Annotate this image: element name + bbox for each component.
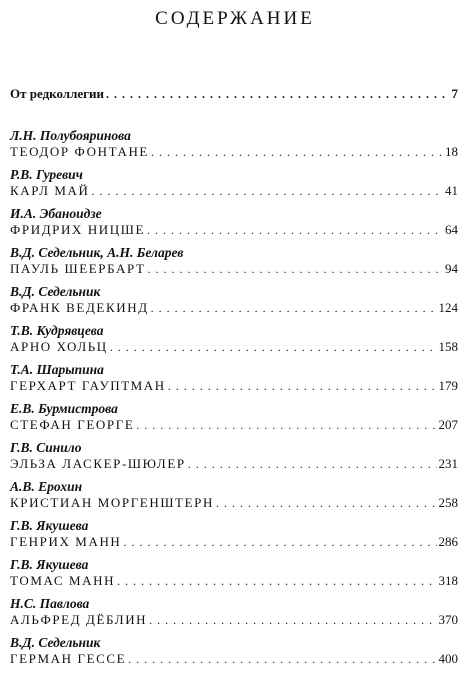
dot-leader	[117, 574, 436, 589]
entry-subject: ГЕНРИХ МАНН	[10, 534, 122, 549]
page-number: 158	[438, 339, 458, 354]
page-number: 18	[445, 144, 458, 159]
dot-leader	[151, 145, 443, 160]
toc-entry[interactable]	[10, 128, 458, 160]
page-number: 41	[445, 183, 458, 198]
toc-editorial-entry[interactable]	[10, 86, 458, 102]
entry-subject: ПАУЛЬ ШЕЕРБАРТ	[10, 261, 146, 276]
dot-leader	[188, 457, 437, 472]
page-number: 258	[438, 495, 458, 510]
toc-entry[interactable]	[10, 557, 458, 589]
toc-entry[interactable]	[10, 206, 458, 238]
page-number: 286	[438, 534, 458, 549]
dot-leader	[216, 496, 437, 511]
toc-entry[interactable]	[10, 323, 458, 355]
toc-entry[interactable]	[10, 362, 458, 394]
entry-author: Л.Н. Полубояринова	[10, 128, 131, 143]
entry-subject: ГЕРМАН ГЕССЕ	[10, 651, 127, 666]
page-number: 400	[438, 651, 458, 666]
entry-subject: АЛЬФРЕД ДЁБЛИН	[10, 612, 148, 627]
dot-leader	[106, 87, 449, 102]
entry-subject: СТЕФАН ГЕОРГЕ	[10, 417, 135, 432]
entry-author: Г.В. Якушева	[10, 557, 89, 572]
entry-author: Р.В. Гуревич	[10, 167, 83, 182]
entry-author: И.А. Эбаноидзе	[10, 206, 102, 221]
page-number: 318	[438, 573, 458, 588]
page-title: СОДЕРЖАНИЕ	[155, 8, 315, 29]
entry-title-row	[10, 144, 458, 160]
dot-leader	[128, 652, 436, 667]
entry-title-row	[10, 339, 458, 355]
toc-entry[interactable]	[10, 245, 458, 277]
entry-subject: АРНО ХОЛЬЦ	[10, 339, 108, 354]
entry-title-row	[10, 495, 458, 511]
entry-subject: ЭЛЬЗА ЛАСКЕР-ШЮЛЕР	[10, 456, 186, 471]
entry-author: Г.В. Якушева	[10, 518, 89, 533]
entry-title-row	[10, 417, 458, 433]
entry-author: В.Д. Седельник	[10, 635, 101, 650]
entry-title-row	[10, 573, 458, 589]
dot-leader	[149, 613, 436, 628]
toc-entry-list	[10, 128, 458, 667]
entry-subject: ФРАНК ВЕДЕКИНД	[10, 300, 149, 315]
dot-leader	[168, 379, 437, 394]
dot-leader	[123, 535, 436, 550]
editorial-label: От редколлегии	[10, 86, 105, 101]
entry-subject: ТОМАС МАНН	[10, 573, 116, 588]
page-number: 231	[438, 456, 458, 471]
dot-leader	[151, 301, 437, 316]
entry-author: Т.А. Шарыпина	[10, 362, 104, 377]
entry-subject: ТЕОДОР ФОНТАНЕ	[10, 144, 149, 159]
dot-leader	[92, 184, 443, 199]
toc-entry[interactable]	[10, 401, 458, 433]
entry-subject: ГЕРХАРТ ГАУПТМАН	[10, 378, 166, 393]
page-number: 94	[445, 261, 458, 276]
entry-subject: КАРЛ МАЙ	[10, 183, 90, 198]
toc-entry[interactable]	[10, 635, 458, 667]
entry-author: В.Д. Седельник	[10, 284, 101, 299]
toc-entry[interactable]	[10, 596, 458, 628]
entry-subject: КРИСТИАН МОРГЕНШТЕРН	[10, 495, 214, 510]
entry-title-row	[10, 378, 458, 394]
page-number: 179	[438, 378, 458, 393]
entry-title-row	[10, 183, 458, 199]
table-of-contents	[10, 86, 458, 674]
toc-entry[interactable]	[10, 440, 458, 472]
toc-entry[interactable]	[10, 479, 458, 511]
entry-author: Г.В. Синило	[10, 440, 82, 455]
entry-author: Н.С. Павлова	[10, 596, 90, 611]
dot-leader	[136, 418, 436, 433]
toc-entry[interactable]	[10, 518, 458, 550]
dot-leader	[110, 340, 437, 355]
entry-author: Е.В. Бурмистрова	[10, 401, 118, 416]
entry-title-row	[10, 534, 458, 550]
dot-leader	[148, 262, 443, 277]
entry-author: В.Д. Седельник, А.Н. Беларев	[10, 245, 184, 260]
entry-author: Т.В. Кудрявцева	[10, 323, 104, 338]
entry-author: А.В. Ерохин	[10, 479, 83, 494]
entry-title-row	[10, 612, 458, 628]
toc-entry[interactable]	[10, 167, 458, 199]
page-number: 7	[451, 86, 458, 101]
entry-title-row	[10, 222, 458, 238]
page-number: 124	[438, 300, 458, 315]
entry-title-row	[10, 261, 458, 277]
entry-subject: ФРИДРИХ НИЦШЕ	[10, 222, 146, 237]
dot-leader	[147, 223, 443, 238]
entry-title-row	[10, 651, 458, 667]
page-number: 370	[438, 612, 458, 627]
entry-title-row	[10, 456, 458, 472]
page-number: 207	[438, 417, 458, 432]
entry-title-row	[10, 300, 458, 316]
page-number: 64	[445, 222, 458, 237]
toc-entry[interactable]	[10, 284, 458, 316]
